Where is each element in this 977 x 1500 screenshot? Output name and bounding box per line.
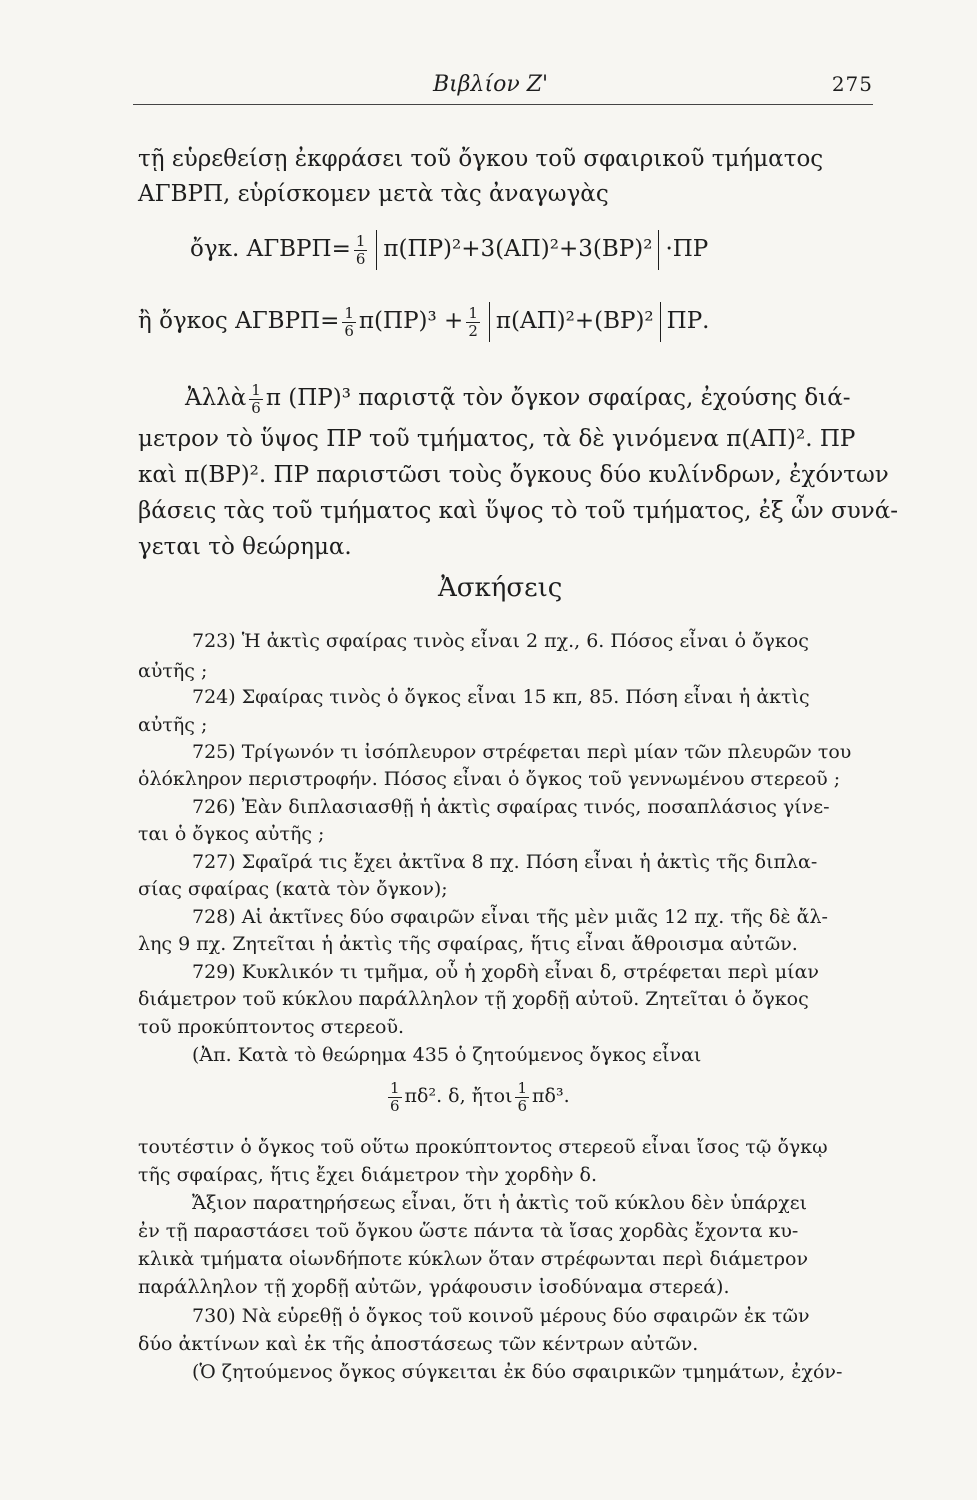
exercise-726-line-2: ται ὁ ὄγκος αὐτῆς ; [138,823,325,845]
exercise-725 [192,743,851,762]
bracket-bar [658,230,659,270]
note-line-3: κλικὰ τμήματα οἱωνδήποτε κύκλων ὅταν στρέφωνται περὶ διάμετρον [138,1248,809,1270]
bracket-bar [376,230,377,270]
formula-2-body: π(ΑΠ)²+(ΒΡ)² [495,308,654,334]
exercise-728-line-2: λης 9 πχ. Ζητεῖται ἡ ἀκτὶς τῆς σφαίρας, ἥτις εἶναι ἄθροισμα αὐτῶν. [138,933,798,955]
fraction-numerator: 1 [517,1079,528,1097]
exercise-text: Κυκλικόν τι τμῆμα, οὗ ἡ χορδὴ εἶναι δ, στρέφεται περὶ μίαν [241,961,819,983]
exercise-text: Σφαῖρά τις ἔχει ἀκτῖνα 8 πχ. Πόση εἶναι ἡ ἀκτὶς τῆς διπλα- [241,851,818,873]
exercise-number: 725) [192,741,236,763]
answer-729-formula [385,1080,570,1114]
exercise-number: 723) [192,630,236,652]
exercise-730-line-2: δύο ἀκτίνων καὶ ἐκ τῆς ἀποστάσεως τῶν κέντρων αὐτῶν. [138,1333,699,1355]
intro-line-2: ΑΓΒΡΠ, εὑρίσκομεν μετὰ τὰς ἀναγωγὰς [138,181,609,207]
exercise-text: Ἐὰν διπλασιασθῇ ἡ ἀκτὶς σφαίρας τινός, ποσαπλάσιος γίνε- [241,796,830,818]
formula-1-fraction [354,233,368,267]
para-1-line-2: μετρον τὸ ὕψος ΠΡ τοῦ τμήματος, τὰ δὲ γινόμενα π(ΑΠ)². ΠΡ [138,426,856,452]
para-1-fraction [249,382,263,416]
fraction-numerator: 1 [355,232,366,250]
para-1-line-1 [185,382,851,416]
formula-2 [138,302,710,342]
fraction-denominator: 6 [390,1096,400,1115]
formula-2-fraction-2 [466,305,480,339]
intro-line-1: τῇ εὑρεθείσῃ ἐκφράσει τοῦ ὄγκου τοῦ σφαιρικοῦ τμήματος [138,146,824,172]
page-number: 275 [831,72,873,96]
formula-1 [190,230,708,270]
exercise-727 [192,853,817,872]
note-line-4: παράλληλον τῇ χορδῇ αὐτῶν, γράφουσιν ἰσοδύναμα στερεά). [138,1276,730,1298]
exercise-725-line-2: ὁλόκληρον περιστροφήν. Πόσος εἶναι ὁ ὄγκος τοῦ γεννωμένου στερεοῦ ; [138,768,841,790]
note-line-1: Ἄξιον παρατηρήσεως εἶναι, ὅτι ἡ ἀκτὶς τοῦ κύκλου δὲν ὑπάρχει [192,1192,808,1214]
answer-729-line-4: τῆς σφαίρας, ἥτις ἔχει διάμετρον τὴν χορδὴν δ. [138,1164,598,1186]
answer-end: πδ³. [532,1085,570,1107]
formula-2-suffix: ΠΡ. [666,308,710,334]
running-title: Βιβλίον Ζ' [433,72,549,97]
answer-fraction-2 [515,1080,529,1114]
exercise-729-line-2: διάμετρον τοῦ κύκλου παράλληλον τῇ χορδῇ αὐτοῦ. Ζητεῖται ὁ ὄγκος [138,988,809,1010]
bracket-bar [489,302,490,342]
exercise-text: Νὰ εὑρεθῇ ὁ ὄγκος τοῦ κοινοῦ μέρους δύο σφαιρῶν ἐκ τῶν [241,1305,810,1327]
exercise-723 [192,632,809,651]
exercise-730 [192,1307,810,1326]
exercise-729-line-3: τοῦ προκύπτοντος στερεοῦ. [138,1016,405,1038]
final-line: (Ὁ ζητούμενος ὄγκος σύγκειται ἐκ δύο σφαιρικῶν τμημάτων, ἐχόν- [192,1361,843,1383]
exercise-number: 729) [192,961,236,983]
exercise-number: 730) [192,1305,236,1327]
formula-2-prefix: ἢ ὄγκος ΑΓΒΡΠ= [138,308,340,334]
formula-2-fraction [342,305,356,339]
formula-2-mid: π(ΠΡ)³ + [358,308,464,334]
para-1-prefix: Ἀλλὰ [185,385,247,411]
bracket-bar [660,302,661,342]
exercise-text: Τρίγωνόν τι ἰσόπλευρον στρέφεται περὶ μίαν τῶν πλευρῶν του [241,741,852,763]
exercise-text: Σφαίρας τινὸς ὁ ὄγκος εἶναι 15 κπ, 85. Πόση εἶναι ἡ ἀκτὶς [241,686,810,708]
para-1-line-3: καὶ π(ΒΡ)². ΠΡ παριστῶσι τοὺς ὄγκους δύο κυλίνδρων, ἐχόντων [138,462,889,488]
exercise-number: 724) [192,686,236,708]
answer-729-line-3: τουτέστιν ὁ ὄγκος τοῦ οὕτω προκύπτοντος στερεοῦ εἶναι ἴσος τῷ ὄγκῳ [138,1136,828,1158]
para-1-rest: π (ΠΡ)³ παριστᾷ τὸν ὄγκον σφαίρας, ἐχούσης διά- [265,385,851,411]
section-heading: Ἀσκήσεις [438,573,563,603]
fraction-numerator: 1 [344,304,354,322]
exercise-724 [192,688,810,707]
exercise-724-line-2: αὐτῆς ; [138,714,208,736]
exercise-728 [192,908,828,927]
fraction-numerator: 1 [390,1079,400,1097]
fraction-denominator: 6 [251,398,261,417]
exercise-729 [192,963,819,982]
para-1-line-4: βάσεις τὰς τοῦ τμήματος καὶ ὕψος τὸ τοῦ τμήματος, ἐξ ὧν συνά- [138,498,899,524]
formula-1-body: π(ΠΡ)²+3(ΑΠ)²+3(ΒΡ)² [383,236,653,262]
exercise-726 [192,798,830,817]
formula-1-suffix: ·ΠΡ [665,236,709,262]
exercise-text: Ἡ ἀκτὶς σφαίρας τινὸς εἶναι 2 πχ., 6. Πόσος εἶναι ὁ ὄγκος [241,630,809,652]
exercise-text: Αἱ ἀκτῖνες δύο σφαιρῶν εἶναι τῆς μὲν μιᾶς 12 πχ. τῆς δὲ ἄλ- [241,906,828,928]
answer-fraction [388,1080,402,1114]
formula-1-prefix: ὄγκ. ΑΓΒΡΠ= [190,236,351,262]
fraction-denominator: 6 [355,249,366,268]
answer-729-line-1: (Ἀπ. Κατὰ τὸ θεώρημα 435 ὁ ζητούμενος ὄγκος εἶναι [192,1044,702,1066]
fraction-denominator: 6 [344,321,354,340]
fraction-numerator: 1 [468,304,478,322]
exercise-number: 727) [192,851,236,873]
para-1-line-5: γεται τὸ θεώρημα. [138,534,352,560]
exercise-number: 726) [192,796,236,818]
answer-mid: πδ². δ, ἤτοι [404,1085,513,1107]
note-line-2: ἐν τῇ παραστάσει τοῦ ὄγκου ὥστε πάντα τὰ ἴσας χορδὰς ἔχοντα κυ- [138,1220,799,1242]
exercise-723-line-2: αὐτῆς ; [138,660,208,682]
exercise-727-line-2: σίας σφαίρας (κατὰ τὸν ὄγκον); [138,878,448,900]
fraction-denominator: 2 [468,321,478,340]
exercise-number: 728) [192,906,236,928]
fraction-numerator: 1 [251,381,261,399]
fraction-denominator: 6 [517,1096,528,1115]
page-header [133,68,873,105]
